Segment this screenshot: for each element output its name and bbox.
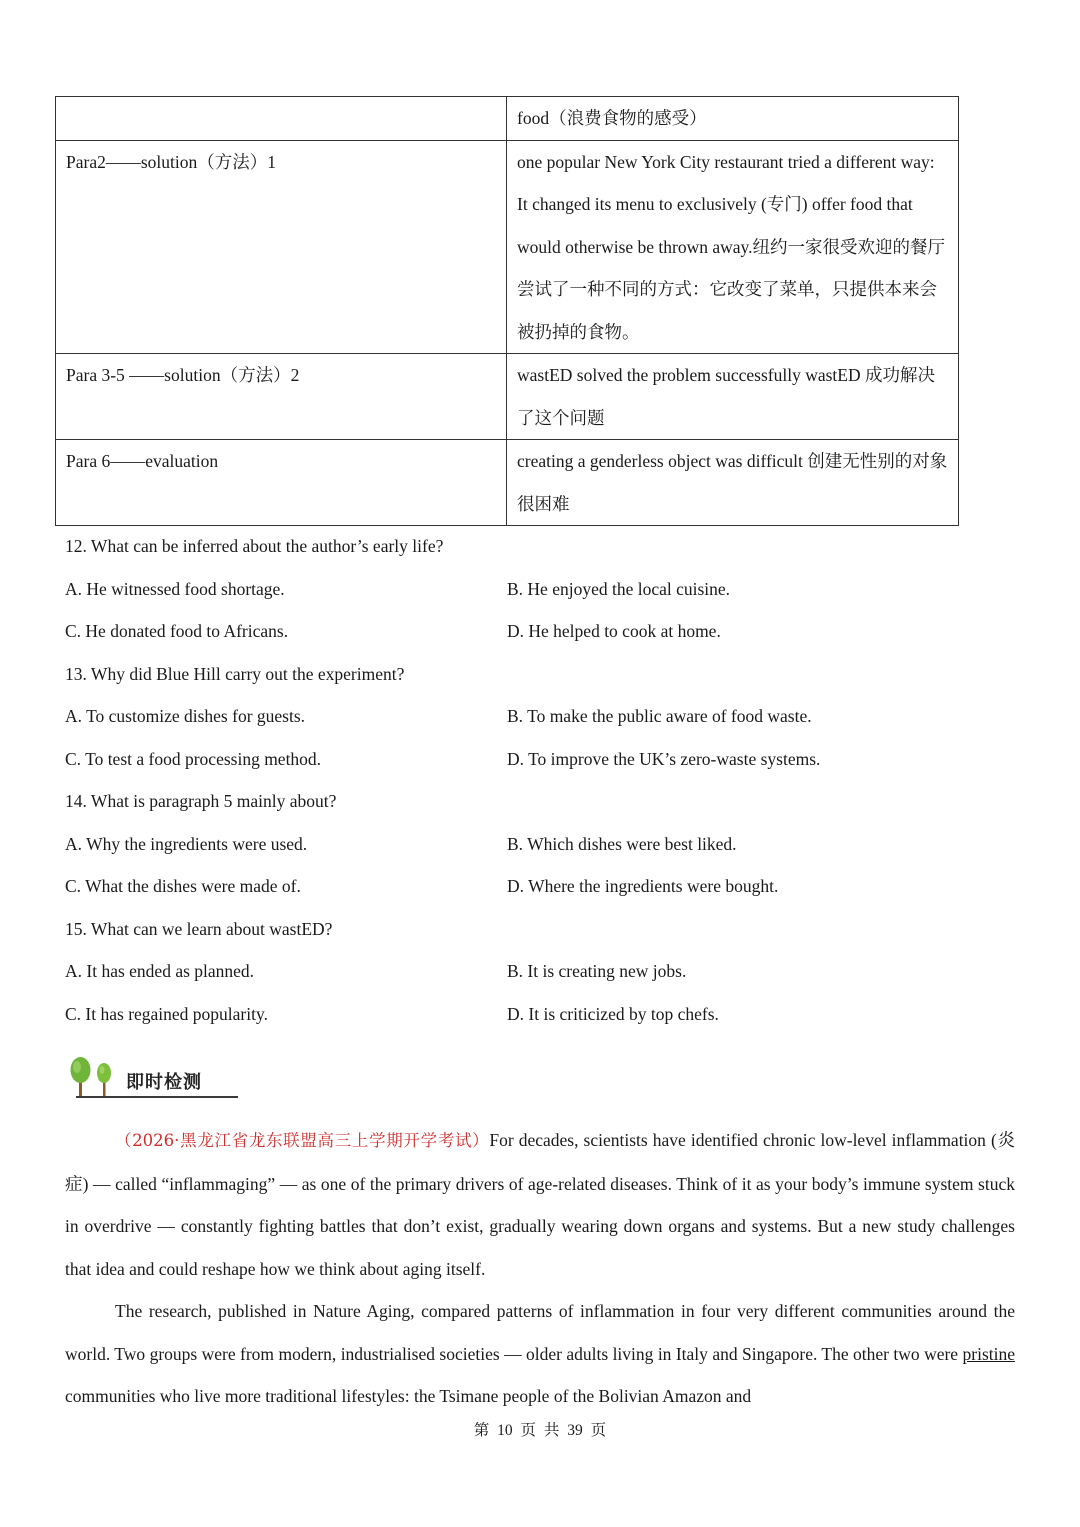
option-a: A. Why the ingredients were used. — [65, 833, 308, 854]
paragraph-2-text-end: communities who live more traditional lifestyles: the Tsimane people of the Bolivian Amazon and — [65, 1386, 752, 1406]
question-13-stem: 13. Why did Blue Hill carry out the experiment? — [65, 663, 405, 684]
option-a: A. It has ended as planned. — [65, 961, 255, 981]
section-title: 即时检测 — [126, 1072, 202, 1093]
question-12-options-row — [65, 568, 1025, 611]
outline-table — [55, 96, 959, 526]
section-divider — [76, 1096, 238, 1098]
table-cell-paragraph: Para2——solution（方法）1 — [56, 140, 507, 354]
question-13-options-row — [65, 695, 1025, 738]
table-cell-content: one popular New York City restaurant tried a different way: It changed its menu to exclusively (专门) offer food that would otherwise be thrown away.纽约一家很受欢迎的餐厅尝试了一种不同的方式：它改变了菜单，只提供本来会被扔掉的食物。 — [507, 140, 959, 354]
question-list — [65, 525, 1025, 1035]
table-row — [56, 97, 959, 141]
section-banner — [68, 1054, 238, 1100]
option-b: B. To make the public aware of food waste. — [507, 706, 812, 726]
question-14-options-row — [65, 823, 1025, 866]
exam-source: （2026·黑龙江省龙东联盟高三上学期开学考试） — [115, 1131, 490, 1150]
question-15-options-row — [65, 993, 1025, 1036]
option-b: B. It is creating new jobs. — [507, 961, 687, 981]
paragraph-1-text: For decades, scientists have identified chronic low-level inflammation (炎症) — called “inflammaging” — as one of the primary drivers of age-related diseases. Think of it as your body’s immune system stuck in overdrive — constantly fighting battles that don’t exist, gradually wearing down organs and systems. But a new study challenges that idea and could reshape how we think about aging itself. — [65, 1130, 1015, 1279]
table-cell-paragraph: Para 3-5 ——solution（方法）2 — [56, 354, 507, 440]
reading-passage — [65, 1119, 1015, 1418]
table-cell-content: creating a genderless object was difficult 创建无性别的对象很困难 — [507, 440, 959, 526]
option-c: C. He donated food to Africans. — [65, 621, 289, 641]
table-cell-paragraph: Para 6——evaluation — [56, 440, 507, 526]
table-cell-paragraph — [56, 97, 507, 141]
question-14-options-row — [65, 865, 1025, 908]
option-c: C. To test a food processing method. — [65, 748, 322, 769]
tree-icon — [68, 1054, 124, 1098]
page-footer: 第 10 页 共 39 页 — [473, 1422, 607, 1439]
table-cell-content: wastED solved the problem successfully wastED 成功解决了这个问题 — [507, 354, 959, 440]
option-d: D. He helped to cook at home. — [507, 621, 721, 641]
table-row — [56, 140, 959, 354]
question-12-options-row — [65, 610, 1025, 653]
option-c: C. It has regained popularity. — [65, 1003, 268, 1024]
option-b: B. Which dishes were best liked. — [507, 833, 737, 854]
table-row — [56, 440, 959, 526]
option-b: B. He enjoyed the local cuisine. — [507, 578, 731, 599]
passage-paragraph-2 — [65, 1290, 1015, 1418]
option-d: D. Where the ingredients were bought. — [507, 876, 779, 896]
question-13-options-row — [65, 738, 1025, 781]
passage-paragraph-1 — [65, 1119, 1015, 1290]
question-15-options-row — [65, 950, 1025, 993]
question-14-stem: 14. What is paragraph 5 mainly about? — [65, 791, 337, 811]
paragraph-2-text-start: The research, published in Nature Aging, compared patterns of inflammation in four very different communities around the world. Two groups were from modern, industrialised societies — older adults living in Italy and Singapore. The other two were — [65, 1301, 1015, 1364]
question-12-stem: 12. What can be inferred about the author’s early life? — [65, 536, 444, 556]
option-a: A. He witnessed food shortage. — [65, 578, 285, 599]
option-c: C. What the dishes were made of. — [65, 876, 301, 896]
table-row — [56, 354, 959, 440]
question-15-stem: 15. What can we learn about wastED? — [65, 918, 333, 939]
table-cell-content: food（浪费食物的感受） — [507, 97, 959, 141]
option-d: D. To improve the UK’s zero-waste systems. — [507, 748, 821, 769]
option-d: D. It is criticized by top chefs. — [507, 1003, 719, 1024]
option-a: A. To customize dishes for guests. — [65, 706, 306, 726]
underlined-word: pristine — [962, 1343, 1015, 1364]
